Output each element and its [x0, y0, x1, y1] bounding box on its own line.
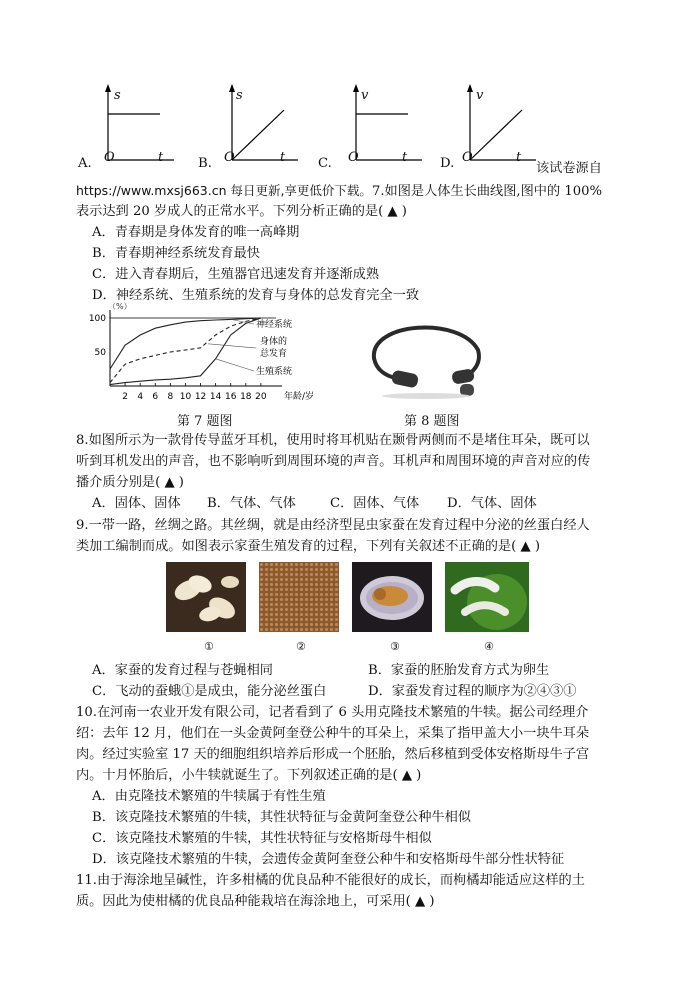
q8-option-b: B．气体、气体 — [207, 496, 296, 511]
q7-option-c: C．进入青春期后，生殖器官迅速发育并逐渐成熟 — [92, 267, 380, 282]
chart-x-label: 年龄/岁 — [284, 392, 315, 402]
chart-x-tick-18: 18 — [240, 392, 252, 402]
chart-label-leader-reproductive — [216, 359, 254, 371]
q7-option-d: D．神经系统、生殖系统的发育与身体的总发育完全一致 — [92, 288, 420, 303]
q8-stem-3: 播介质分别是( ▲ ) — [76, 475, 184, 490]
chart-label-leader-body — [208, 344, 256, 348]
q9-option-d: D．家蚕发育过程的顺序为②④③① — [368, 684, 577, 699]
graph-d-origin: O — [462, 150, 473, 165]
chart-x-tick-4: 4 — [137, 392, 144, 402]
q9-stem-2: 类加工编制而成。如图表示家蚕生殖发育的过程，下列有关叙述不正确的是( ▲ ) — [76, 539, 540, 554]
q7-stem-1: 7.如图是人体生长曲线图,图中的 100% — [371, 184, 603, 199]
q9-image-label-4: ④ — [484, 640, 494, 653]
chart-x-tick-16: 16 — [225, 392, 237, 402]
graph-d-line — [470, 110, 522, 160]
chart-x-tick-10: 10 — [179, 392, 192, 402]
q6-option-d-label: D. — [440, 156, 455, 171]
chart-x-tick-6: 6 — [152, 392, 159, 402]
q8-image-caption: 第 8 题图 — [404, 414, 460, 429]
silkworm-pupa-image — [352, 562, 432, 632]
graph-a-y-label: s — [114, 88, 121, 103]
q10-option-c: C．该克隆技术繁殖的牛犊，其性状特征与安格斯母牛相似 — [92, 831, 432, 846]
q10-stem-2: 绍：去年 12 月，他们在一头金黄阿奎登公种牛的耳朵上，采集了指甲盖大小一块牛耳朵 — [76, 726, 590, 741]
chart-x-tick-8: 8 — [167, 392, 174, 402]
q7-line-1 — [76, 181, 602, 202]
q6-option-b-label: B. — [198, 156, 212, 171]
graph-a-x-label: t — [158, 150, 164, 165]
q7-chart-caption: 第 7 题图 — [177, 414, 233, 429]
q10-option-d: D．该克隆技术繁殖的牛犊，会遗传金黄阿奎登公种牛和安格斯母牛部分性状特征 — [92, 852, 565, 867]
q8-option-d: D．气体、固体 — [447, 496, 537, 511]
chart-series-label-body-2: 总发育 — [260, 349, 288, 359]
graph-b-y-label: s — [236, 88, 243, 103]
q11-stem-1: 11.由于海涂地呈碱性，许多柑橘的优良品种不能很好的成长，而枸橘却能适应这样的土 — [76, 873, 585, 888]
chart-series-label-neural: 神经系统 — [256, 320, 293, 330]
q10-stem-3: 肉。经过实验室 17 天的细胞组织培养后形成一个胚胎，然后移植到受体安格斯母牛子宫 — [76, 747, 590, 762]
q9-option-a: A．家蚕的发育过程与苍蝇相同 — [92, 663, 273, 678]
chart-series-reproductive-line — [110, 318, 261, 385]
q10-stem-4: 内。十月怀胎后，小牛犊就诞生了。下列叙述正确的是( ▲ ) — [76, 768, 422, 783]
q7-stem-2: 表示达到 20 岁成人的正常水平。下列分析正确的是( ▲ ) — [76, 204, 407, 219]
chart-series-body-line — [110, 318, 261, 383]
silkworm-eggs-image — [259, 562, 339, 632]
q6-option-c-label: C. — [318, 156, 332, 171]
silkworm-larva-image — [445, 562, 529, 632]
chart-y-tick-50: 50 — [94, 348, 106, 358]
q11-stem-2: 质。因此为使柑橘的优良品种能栽培在海涂地上，可采用( ▲ ) — [76, 894, 435, 909]
q10-stem-1: 10.在河南一农业开发有限公司，记者看到了 6 头用克隆技术繁殖的牛犊。据公司经理介 — [76, 705, 589, 720]
q9-image-label-2: ② — [296, 640, 306, 653]
q9-image-label-3: ③ — [390, 640, 400, 653]
chart-series-label-reproductive: 生殖系统 — [256, 367, 293, 377]
graph-c-y-label: v — [361, 88, 369, 103]
q6-tail-text: 该试卷源自 — [536, 161, 602, 176]
chart-series-label-body-1: 身体的 — [260, 337, 288, 347]
graph-d-x-label: t — [516, 150, 522, 165]
chart-x-tick-2: 2 — [122, 392, 128, 402]
graph-a-y-arrow — [105, 84, 111, 92]
q10-option-b: B．该克隆技术繁殖的牛犊，其性状特征与金黄阿奎登公种牛相似 — [92, 810, 471, 825]
graph-d-y-label: v — [476, 88, 484, 103]
q8-option-c: C．固体、气体 — [330, 496, 420, 511]
q10-option-a: A．由克隆技术繁殖的牛犊属于有性生殖 — [92, 789, 326, 804]
q6-option-a-label: A. — [78, 156, 92, 171]
chart-x-tick-12: 12 — [194, 392, 207, 402]
q7-option-b: B．青春期神经系统发育最快 — [92, 246, 260, 261]
graph-a-origin: O — [104, 150, 115, 165]
chart-y-tick-100: 100 — [88, 314, 106, 324]
graph-c-x-label: t — [402, 150, 408, 165]
graph-c-origin: O — [348, 150, 359, 165]
q8-stem-2: 听到耳机发出的声音，也不影响听到周围环境的声音。耳机声和周围环境的声音对应的传 — [76, 454, 591, 469]
q9-image-label-1: ① — [204, 640, 214, 653]
graph-b-x-label: t — [280, 150, 286, 165]
graph-b-origin: O — [224, 150, 235, 165]
silkworm-moth-image — [166, 562, 246, 632]
q8-option-a: A．固体、固体 — [92, 496, 181, 511]
chart-x-tick-20: 20 — [255, 392, 267, 402]
q7-option-a: A．青春期是身体发育的唯一高峰期 — [92, 225, 300, 240]
chart-x-tick-14: 14 — [209, 392, 222, 402]
q9-option-b: B．家蚕的胚胎发育方式为卵生 — [368, 663, 550, 678]
q9-stem-1: 9.一带一路，丝绸之路。其丝绸，就是由经济型昆虫家蚕在发育过程中分泌的丝蛋白经人 — [76, 518, 590, 533]
bone-conduction-headphone-image — [360, 312, 490, 407]
graph-b-line — [232, 110, 284, 160]
growth-chart — [80, 300, 340, 410]
watermark-text: https://www.mxsj663.cn 每日更新,享更低价下载。 — [76, 183, 372, 198]
q8-stem-1: 8.如图所示为一款骨传导蓝牙耳机，使用时将耳机贴在颞骨两侧而不是堵住耳朵，既可以 — [76, 433, 590, 448]
chart-y-label: （%） — [108, 302, 132, 311]
q9-option-c: C．飞动的蚕蛾①是成虫，能分泌丝蛋白 — [92, 684, 327, 699]
